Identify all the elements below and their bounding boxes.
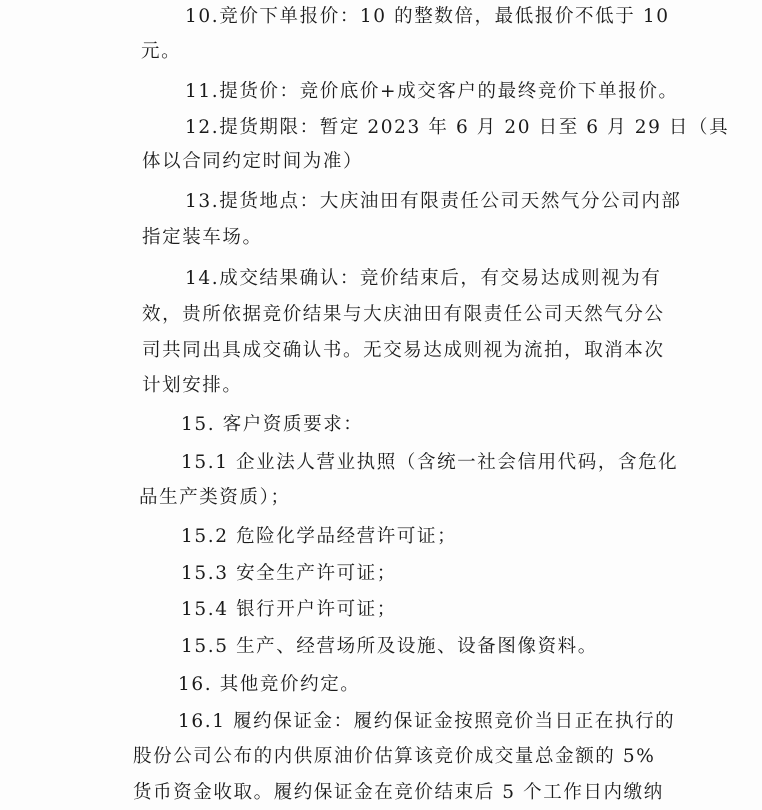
text-line: 15.2 危险化学品经营许可证； bbox=[181, 526, 458, 547]
text-line: 司共同出具成交确认书。无交易达成则视为流拍，取消本次 bbox=[142, 340, 665, 361]
text-line: 15.5 生产、经营场所及设施、设备图像资料。 bbox=[181, 636, 598, 657]
text-line: 指定装车场。 bbox=[142, 227, 263, 248]
text-line: 15.3 安全生产许可证； bbox=[181, 563, 397, 584]
text-line: 元。 bbox=[141, 41, 182, 62]
section-heading: 16. 其他竞价约定。 bbox=[178, 674, 361, 695]
text-line: 11.提货价：竞价底价+成交客户的最终竞价下单报价。 bbox=[185, 81, 679, 102]
section-heading: 15. 客户资质要求： bbox=[181, 414, 364, 435]
text-line: 14.成交结果确认：竞价结束后，有交易达成则视为有 bbox=[185, 268, 662, 289]
text-line: 13.提货地点：大庆油田有限责任公司天然气分公司内部 bbox=[185, 191, 682, 212]
text-line: 15.1 企业法人营业执照（含统一社会信用代码，含危化 bbox=[181, 452, 679, 473]
text-line: 计划安排。 bbox=[142, 375, 243, 396]
text-line: 16.1 履约保证金：履约保证金按照竞价当日正在执行的 bbox=[178, 711, 676, 732]
text-line: 体以合同约定时间为准） bbox=[142, 151, 364, 172]
text-line: 12.提货期限：暂定 2023 年 6 月 20 日至 6 月 29 日（具 bbox=[185, 117, 730, 138]
text-line: 10.竞价下单报价：10 的整数倍，最低报价不低于 10 bbox=[185, 6, 670, 27]
text-line: 货币资金收取。履约保证金在竞价结束后 5 个工作日内缴纳 bbox=[133, 782, 664, 803]
text-line: 股份公司公布的内供原油价估算该竞价成交量总金额的 5% bbox=[133, 746, 656, 767]
text-line: 效，贵所依据竞价结果与大庆油田有限责任公司天然气分公 bbox=[142, 304, 665, 325]
text-line: 品生产类资质）； bbox=[139, 487, 291, 508]
text-line: 15.4 银行开户许可证； bbox=[181, 599, 397, 620]
